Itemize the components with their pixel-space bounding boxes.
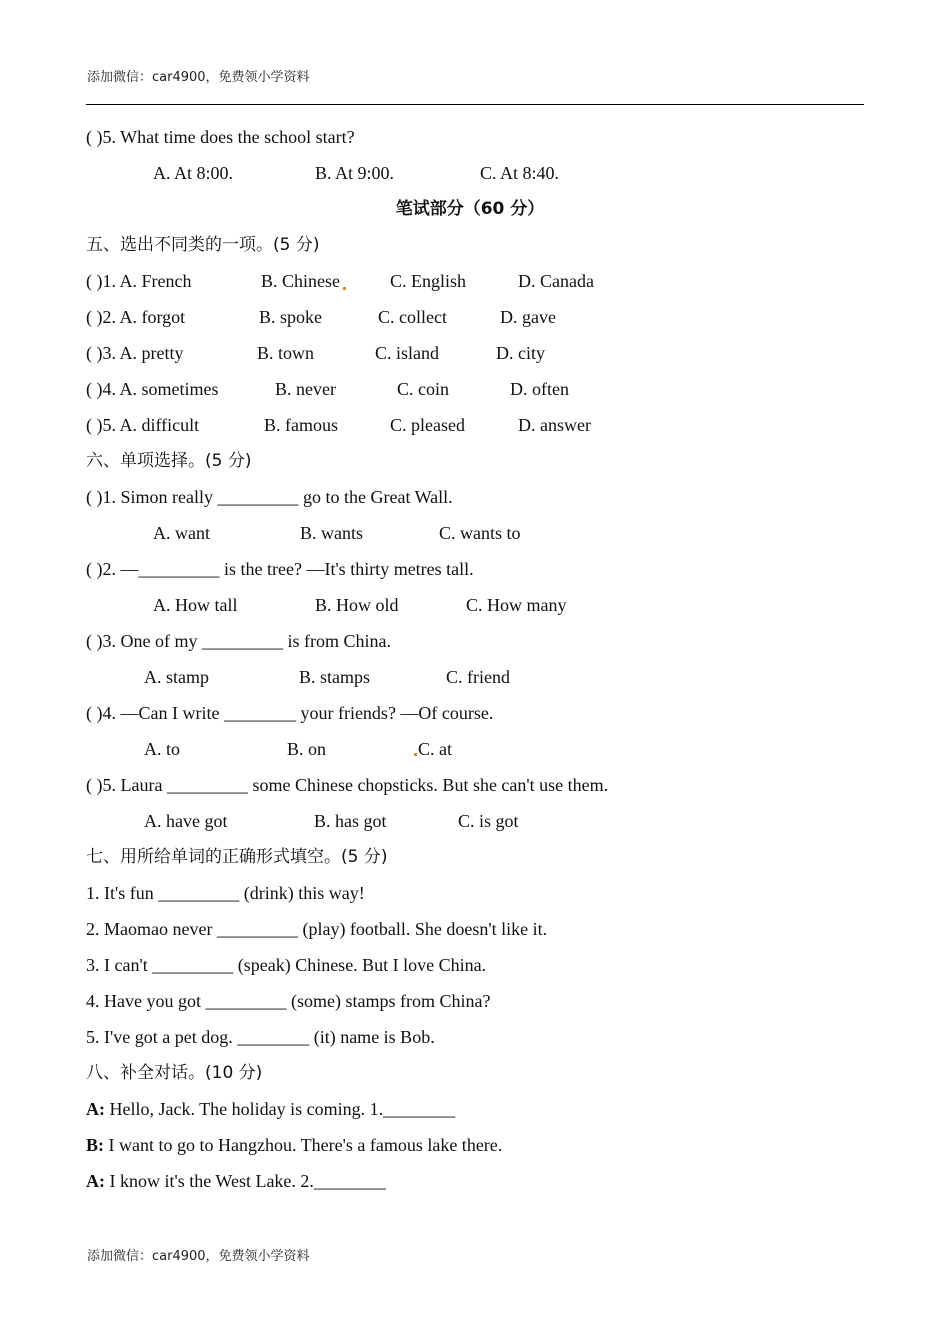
- question-option-a: ( )1. A. French: [86, 271, 192, 291]
- question-stem: ( )3. One of my _________ is from China.: [86, 631, 391, 651]
- option-b: B. Chinese: [261, 271, 340, 291]
- written-section-title: 笔试部分（60 分）: [395, 199, 545, 219]
- option-c: C. coin: [397, 379, 449, 399]
- option-a: A. have got: [144, 811, 228, 831]
- option-b: B. How old: [315, 595, 399, 615]
- page-footer-text: 添加微信：car4900，免费领小学资料: [87, 1249, 310, 1264]
- part6-title: 六、单项选择。(5 分): [86, 451, 252, 471]
- option-b: B. wants: [300, 523, 363, 543]
- option-a: A. At 8:00.: [153, 163, 234, 183]
- part8-title: 八、补全对话。(10 分): [86, 1063, 263, 1083]
- part7-title: 七、用所给单词的正确形式填空。(5 分): [86, 847, 388, 867]
- fill-blank-item: 3. I can't _________ (speak) Chinese. But I love China.: [86, 955, 487, 975]
- option-b: B. never: [275, 379, 336, 399]
- question-option-a: ( )5. A. difficult: [86, 415, 200, 435]
- dialogue-text: I want to go to Hangzhou. There's a famous lake there.: [104, 1135, 503, 1155]
- option-c: C. English: [390, 271, 467, 291]
- question-stem: ( )2. —_________ is the tree? —It's thirty metres tall.: [86, 559, 474, 579]
- speaker-label: A:: [86, 1171, 105, 1191]
- option-c: C. wants to: [439, 523, 521, 543]
- question-option-a: ( )4. A. sometimes: [86, 379, 219, 399]
- option-c: C. is got: [458, 811, 519, 831]
- option-c: C. collect: [378, 307, 447, 327]
- option-a: A. want: [153, 523, 210, 543]
- option-c: C. pleased: [390, 415, 465, 435]
- option-b: B. has got: [314, 811, 387, 831]
- fill-blank-item: 5. I've got a pet dog. ________ (it) name is Bob.: [86, 1027, 435, 1047]
- option-c: C. friend: [446, 667, 510, 687]
- option-c: C. How many: [466, 595, 567, 615]
- part5-title: 五、选出不同类的一项。(5 分): [86, 235, 320, 255]
- option-d: D. Canada: [518, 271, 594, 291]
- option-c: C. at: [418, 739, 452, 759]
- speaker-label: A:: [86, 1099, 105, 1119]
- option-b: B. famous: [264, 415, 338, 435]
- question-option-a: ( )3. A. pretty: [86, 343, 184, 363]
- dialogue-text: I know it's the West Lake. 2.________: [105, 1171, 386, 1191]
- option-b: B. stamps: [299, 667, 371, 687]
- option-d: D. often: [510, 379, 569, 399]
- option-c: C. At 8:40.: [480, 163, 560, 183]
- option-a: A. stamp: [144, 667, 209, 687]
- option-a: A. to: [144, 739, 180, 759]
- dialogue-text: Hello, Jack. The holiday is coming. 1.________: [105, 1099, 456, 1119]
- option-d: D. gave: [500, 307, 556, 327]
- option-c: C. island: [375, 343, 440, 363]
- fill-blank-item: 4. Have you got _________ (some) stamps from China?: [86, 991, 491, 1011]
- option-b: B. town: [257, 343, 315, 363]
- question-stem: ( )4. —Can I write ________ your friends? —Of course.: [86, 703, 494, 723]
- page-header-text: 添加微信：car4900，免费领小学资料: [87, 70, 310, 85]
- option-a: A. How tall: [153, 595, 238, 615]
- mark-dot: [414, 753, 417, 756]
- question-stem: ( )5. Laura _________ some Chinese chopsticks. But she can't use them.: [86, 775, 609, 795]
- option-d: D. answer: [518, 415, 591, 435]
- option-d: D. city: [496, 343, 545, 363]
- question-stem: ( )5. What time does the school start?: [86, 127, 355, 147]
- option-b: B. on: [287, 739, 327, 759]
- question-option-a: ( )2. A. forgot: [86, 307, 186, 327]
- option-b: B. spoke: [259, 307, 322, 327]
- question-stem: ( )1. Simon really _________ go to the Great Wall.: [86, 487, 453, 507]
- mark-dot: [343, 287, 346, 290]
- fill-blank-item: 2. Maomao never _________ (play) football. She doesn't like it.: [86, 919, 548, 939]
- speaker-label: B:: [86, 1135, 104, 1155]
- fill-blank-item: 1. It's fun _________ (drink) this way!: [86, 883, 365, 903]
- option-b: B. At 9:00.: [315, 163, 395, 183]
- header-divider: [86, 104, 864, 105]
